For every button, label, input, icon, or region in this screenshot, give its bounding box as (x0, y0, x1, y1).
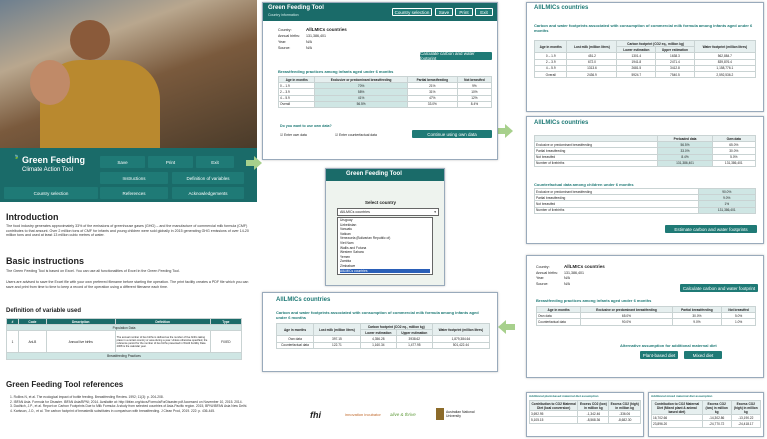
col-header: Definition (115, 319, 210, 325)
table-cell: 1,160.34 (360, 342, 396, 348)
field-label: Source: (278, 46, 291, 50)
arrow-icon (505, 324, 515, 330)
dropdown-option[interactable]: Yemen (340, 254, 351, 259)
app-logo (14, 152, 94, 182)
print-button[interactable]: Print (455, 8, 473, 16)
own-data-question: Do you want to use own data? (280, 124, 332, 128)
exit-button[interactable]: Exit (196, 156, 234, 168)
col-header: Not breastfed (457, 77, 491, 83)
anu-logo: Australian National University (446, 410, 475, 418)
table-cell: 1313.6 (567, 65, 617, 71)
ref-item: 3. Dadhich, J.P., et al. Report on Carbon Footprints Due to Milk Formula: A study from selected countries of Asia-Pacific region. 2015, BPNI/IBFAN Asia New Delhi. (10, 404, 248, 408)
country-select[interactable] (337, 208, 439, 216)
table-cell: 451.2 (567, 53, 617, 59)
table-cell: 56.5% (315, 101, 407, 107)
dropdown-option[interactable]: Venezuela (Bolivarian Republic of) (340, 236, 391, 241)
table-cell: Number of livebirths (535, 160, 658, 166)
table-cell: 33.0% (407, 101, 457, 107)
table-cell: Own data (277, 336, 314, 342)
table-cell: 16,702.66 (652, 415, 703, 421)
table-cell: 2681.5 (617, 65, 656, 71)
col-header: Carbon footprint (CO2 eq., million kg) (360, 324, 432, 330)
logo-subtitle: Climate Action Tool (22, 167, 73, 173)
source-value: N/A (306, 46, 312, 50)
table-cell: 30.0% (712, 148, 755, 154)
table-cell: 1,477.95 (396, 342, 432, 348)
dropdown-option[interactable]: Vanuatu (340, 227, 353, 232)
table-cell: -1,342.46 (578, 411, 609, 417)
ref-item: 2. IBFAN Asia. Formula for Disaster. IBFAN Asia/BPNI; 2014. Available at: http://ibfan.org/docs/FormulaForDisaster.pdf Accessed on November 10, 2015. 2014. (10, 399, 243, 404)
table-cell: 70% (315, 83, 407, 89)
table-cell: 47% (407, 95, 457, 101)
defs-title: Definition of variable used (6, 308, 82, 314)
cell: FIXED (210, 331, 241, 353)
col-header: Carbon footprint (CO2 eq., million kg) (617, 41, 694, 47)
table-cell: 1301.4 (617, 53, 656, 59)
col-header: # (7, 319, 19, 325)
table-cell: 0 – 1.9 (279, 83, 315, 89)
table-cell: 30.0% (672, 313, 722, 319)
intro-title: Introduction (6, 212, 59, 222)
table-cell: 1% (698, 201, 755, 207)
section-title: Counterfactual data among children under 6 months (534, 182, 634, 187)
col-header: Exclusive or predominant breastfeeding (581, 307, 672, 313)
baby (30, 60, 70, 105)
col-header: Excess CO2 (low) in million kg (702, 401, 731, 415)
col-header: Excess CO2 (high) in million kg (731, 401, 760, 415)
intro-text: The food industry generates approximately 33% of the emissions of greenhouse gases (GHG) – and the manufacture of commercial milk formula (CMF) contributes to that amount. Over 2 million tons of CMF for infants and young children were sold globally in 2015 generating GHG emissions of over 14-20 million tons and used at least 13 million cubic metres of water. (6, 224, 249, 238)
col-header: Water footprint (million litres) (432, 324, 489, 336)
table-cell: 131,386,401 (712, 160, 755, 166)
table-cell: Exclusive or predominant breastfeeding (535, 142, 658, 148)
table-cell: 21% (407, 83, 457, 89)
ref-item: 4. Karlsson, J.O., et al. The carbon footprint of breastmilk substitutes in comparison with breastfeeding. J Clean Prod, 2019. 222: p. 436-445. (10, 408, 216, 413)
col-header: Preloaded data (658, 136, 712, 142)
chevron-down-icon: ▾ (434, 210, 436, 214)
table-cell: 10% (457, 89, 491, 95)
col-header: Upper estimation (396, 330, 432, 336)
hero-photo (0, 0, 257, 148)
dropdown-option[interactable]: Uruguay (340, 218, 353, 222)
table-cell: 33.0% (658, 148, 712, 154)
country-selection-button[interactable]: Country selection (392, 8, 432, 16)
field-label: Annual births: (536, 270, 558, 275)
refs-list (10, 395, 250, 413)
section-title: Breastfeeding practices among infants aged under 6 months (278, 69, 394, 74)
table-cell: 31% (407, 89, 457, 95)
source-value: N/A (564, 281, 570, 286)
table-cell: 12% (457, 95, 491, 101)
option-label: Enter counterfactual data (338, 133, 377, 137)
save-button[interactable]: Save (435, 8, 453, 16)
panel-title: AllLMICs countries (534, 5, 589, 11)
dropdown-option[interactable]: Western Sahara (340, 250, 364, 255)
table-cell: 1,158,776.1 (694, 65, 755, 71)
table-row (279, 101, 492, 107)
table-cell: Counterfactual data (277, 342, 314, 348)
table-cell: -24,770.72 (702, 421, 731, 427)
anu-crest-icon (436, 408, 444, 420)
table-row (277, 342, 490, 348)
section-title: Carbon and water footprints associated with consumption of commercial milk formula among infants aged under 6 months (276, 310, 479, 320)
option-label: Enter own data (283, 133, 307, 137)
col-header: Not breastfed (722, 307, 756, 313)
table-cell: -24,418.17 (731, 421, 760, 427)
table-row (652, 421, 761, 427)
group-header: Population Data (7, 325, 242, 331)
cell: Annual live births (46, 331, 115, 353)
cell: The annual number of live births is defined as the number of live births taking place in a certain country or area during a year. Unless otherwise specified, the reference period for the number of live births presented in World Fertility Data 2008 is the calendar year. (115, 331, 210, 353)
table-cell: 5.0% (712, 154, 755, 160)
table-cell: 56.5% (658, 142, 712, 148)
col-header: Age in months (279, 77, 315, 83)
col-header: Description (46, 319, 115, 325)
table-cell: 8.4% (457, 101, 491, 107)
plant-based-diet-button[interactable]: Plant-based diet (640, 351, 678, 359)
table-cell: -14,302.86 (702, 415, 731, 421)
table-cell: 2471.4 (656, 59, 695, 65)
field-label: Country: (278, 28, 292, 32)
table-cell: 501,422.44 (432, 342, 489, 348)
table-cell: 58% (315, 89, 407, 95)
table-cell: Own data (537, 313, 581, 319)
table-row (530, 417, 641, 423)
table-cell: 2 – 3.9 (535, 59, 567, 65)
table-cell: Overall (535, 71, 567, 77)
panel-title: AllLMICs countries (276, 297, 331, 303)
field-label: Annual births: (278, 34, 300, 38)
bf-table (278, 76, 492, 108)
dropdown-option[interactable]: Viet Nam (340, 240, 354, 245)
leaf-icon: 🍃 (14, 154, 19, 159)
col-header: Partial breastfeeding (407, 77, 457, 83)
dropdown-option[interactable]: Zimbabwe (340, 263, 356, 268)
table-cell: 9.0% (672, 319, 722, 325)
exit-button[interactable]: Exit (475, 8, 493, 16)
table-cell: 4,356.28 (360, 336, 396, 342)
table-cell: Exclusive or predominant breastfeeding (535, 189, 699, 195)
panel-title: Green Feeding Tool (268, 5, 324, 11)
births-value: 131,386,401 (564, 270, 584, 275)
table-cell: 41% (315, 95, 407, 101)
cell: 1 (7, 331, 19, 353)
col-header: Exclusive or predominant breastfeeding (315, 77, 407, 83)
table-cell: 90.0% (698, 189, 755, 195)
cell: AnLB (19, 331, 47, 353)
panel-subtitle: Country information (268, 13, 299, 17)
country-selection-button[interactable]: Country selection (4, 187, 98, 199)
col-header: Lost milk (million litres) (314, 324, 361, 336)
table-row (535, 71, 756, 77)
table-cell: 9% (457, 83, 491, 89)
section-title: Alternative assumption for additional maternal diet (620, 343, 717, 348)
table-cell: 1941.8 (617, 59, 656, 65)
refs-title: Green Feeding Tool references (6, 380, 124, 389)
col-header: Code (19, 319, 47, 325)
basic-title: Basic instructions (6, 256, 85, 266)
group-header: Breastfeeding Practices (7, 353, 242, 359)
table-cell: 5.0% (722, 313, 756, 319)
table-cell: 5,105.15 (530, 417, 578, 423)
country-dropdown (337, 217, 433, 275)
section-title: Carbon and water footprints associated with consumption of commercial milk formula among infants aged under 6 months (534, 23, 753, 33)
dropdown-option[interactable]: Uzbekistan (340, 222, 357, 227)
field-label: Country: (536, 265, 550, 269)
dropdown-option[interactable]: Zambia (340, 259, 351, 264)
basic-text-1: The Green Feeding Tool is based on Excel. You can use all functionalities of Excel in the Green Feeding Tool. (6, 269, 180, 273)
table-cell: 2,592,536.2 (694, 71, 755, 77)
basic-text-2: Users are advised to save the Excel file with your own preferred filename before starting the operation. The print facility creates a PDF file which you can save and print from time to time to keep a record of the operation using a different filename each time. (6, 280, 249, 289)
col-header: Excess CO2 (low) in million kg (578, 401, 609, 411)
table-cell: 7540.5 (656, 71, 695, 77)
table-cell: 9.0% (698, 195, 755, 201)
table-cell: 1,879,384.64 (432, 336, 489, 342)
col-header: Excess CO2 (high) in million kg (610, 401, 639, 410)
calculate-button[interactable]: Calculate carbon and water footprint (680, 284, 758, 292)
table-cell: Counterfactual data (537, 319, 581, 325)
dropdown-option[interactable]: Vatican (340, 231, 351, 236)
table-cell: 131,386,401 (658, 160, 712, 166)
enter-counterfactual-option[interactable]: ☑ Enter counterfactual data (335, 133, 377, 137)
counterfactual-table (534, 188, 756, 214)
col-header: Contribution to CO2 Maternal Diet (Mixed plant & animal based diet) (652, 401, 703, 415)
fhi-logo: fhi (310, 410, 321, 420)
panel-title: Green Feeding Tool (346, 171, 402, 177)
table-row (535, 207, 756, 213)
col-header: Upper estimation (656, 47, 695, 53)
section-title: Additional mixed maternal diet assumption (651, 394, 713, 398)
mixed-diet-button[interactable]: Mixed diet (684, 351, 722, 359)
table-cell: 3,692.95 (530, 411, 578, 417)
table-cell: 0 – 1.9 (535, 53, 567, 59)
definitions-button[interactable]: Definition of variables (172, 172, 244, 184)
country-fields (278, 27, 347, 51)
table-cell: 1638.3 (656, 53, 695, 59)
dropdown-option[interactable]: Wallis and Futuna (340, 245, 367, 250)
table-cell: -336.06 (609, 411, 641, 417)
table-cell: 131,386,401 (698, 207, 755, 213)
col-header: Contribution to CO2 Maternal Diet (kcal conversion) (531, 401, 576, 410)
col-header: Age in months (535, 41, 567, 53)
table-cell: 2 – 3.9 (279, 89, 315, 95)
table-cell: Partial breastfeeding (535, 195, 699, 201)
table-cell: -8,568.36 (578, 417, 609, 423)
col-header: Own data (712, 136, 755, 142)
own-data-table (534, 135, 756, 167)
section-title: Breastfeeding practices among infants aged under 6 months (536, 298, 652, 303)
bf-scenario-table (536, 306, 756, 326)
arrow-icon (254, 156, 262, 170)
select-label: Select country (365, 200, 397, 205)
year-value: N/A (564, 276, 570, 280)
table-cell: 672.0 (567, 59, 617, 65)
table-cell: 8.4% (658, 154, 712, 160)
footprint-table (534, 40, 756, 78)
table-cell: Overall (279, 101, 315, 107)
table-cell: 4 – 5.9 (535, 65, 567, 71)
section-title: Additional plant-based maternal diet assumption (529, 394, 599, 398)
table-cell: 3412.8 (656, 65, 695, 71)
table-cell: 1.0% (722, 319, 756, 325)
dropdown-option[interactable]: AllLMICs countries (340, 269, 430, 274)
table-cell: -8,682.30 (609, 417, 641, 423)
estimate-button[interactable]: Estimate carbon and water footprints (665, 225, 757, 233)
country-value: AllLMICs countries (306, 27, 347, 32)
col-header: Lost milk (million litres) (567, 41, 617, 53)
instructions-button[interactable]: Instructions (100, 172, 168, 184)
col-header: Water footprint (million litres) (694, 41, 755, 53)
table-cell: Not breastfed (535, 154, 658, 160)
selected-value: AllLMICs countries (340, 210, 370, 214)
table-cell: 65.0% (581, 313, 672, 319)
calculate-button[interactable]: Calculate carbon and water footprint (420, 52, 492, 60)
field-label: Source: (536, 281, 549, 286)
table-cell: 5924.7 (617, 71, 656, 77)
country-fields (536, 264, 605, 287)
field-label: Year: (536, 276, 545, 280)
person-face (70, 20, 110, 60)
references-button[interactable]: References (100, 187, 168, 199)
table-row (537, 319, 756, 325)
col-header: Lower estimation (360, 330, 396, 336)
year-value: N/A (306, 40, 312, 44)
table-cell: 4 – 5.9 (279, 95, 315, 101)
table-cell: 397.15 (314, 336, 361, 342)
table-cell: 562,884.7 (694, 53, 755, 59)
defs-table (6, 318, 242, 360)
alive-thrive-logo: alive & thrive (390, 412, 416, 417)
acknowledgements-button[interactable]: Acknowledgements (172, 187, 244, 199)
arrow-icon (505, 124, 513, 138)
table-cell: -13,190.22 (731, 415, 760, 421)
field-label: Year: (278, 40, 287, 44)
col-header: Age in months (277, 324, 314, 336)
col-header: Partial breastfeeding (672, 307, 722, 313)
table-cell: 90.0% (581, 319, 672, 325)
table-cell: 2436.9 (567, 71, 617, 77)
table-cell: Number of livebirths (535, 207, 699, 213)
results-table (276, 323, 490, 349)
col-header: Age in months (537, 307, 581, 313)
enter-own-data-option[interactable]: ☑ Enter own data (280, 133, 307, 137)
continue-button[interactable]: Continue using own data (412, 130, 492, 138)
save-button[interactable]: Save (100, 156, 145, 168)
table-cell: 23,896.20 (652, 421, 703, 427)
innovation-logo: innovation incubator (345, 412, 381, 417)
mixed-diet-table (651, 400, 761, 428)
logo-title: Green Feeding (22, 155, 86, 165)
print-button[interactable]: Print (148, 156, 193, 168)
table-cell: 3938.62 (396, 336, 432, 342)
table-cell: Not breastfed (535, 201, 699, 207)
country-value: AllLMICs countries (564, 264, 605, 269)
table-row (535, 160, 756, 166)
table-cell: 65.0% (712, 142, 755, 148)
panel-title: AllLMICs countries (534, 120, 589, 126)
col-header: Type (210, 319, 241, 325)
ref-item: 1. Rollins N, et al. The ecological impact of bottle feeding. Breastfeeding Review. 1992; 11(3): p. 204-208. (10, 395, 164, 399)
plant-diet-table (529, 400, 641, 424)
table-cell: 839,876.4 (694, 59, 755, 65)
col-header: Lower estimation (617, 47, 656, 53)
table-cell: Partial breastfeeding (535, 148, 658, 154)
births-value: 131,386,401 (306, 34, 326, 38)
table-cell: 122.71 (314, 342, 361, 348)
